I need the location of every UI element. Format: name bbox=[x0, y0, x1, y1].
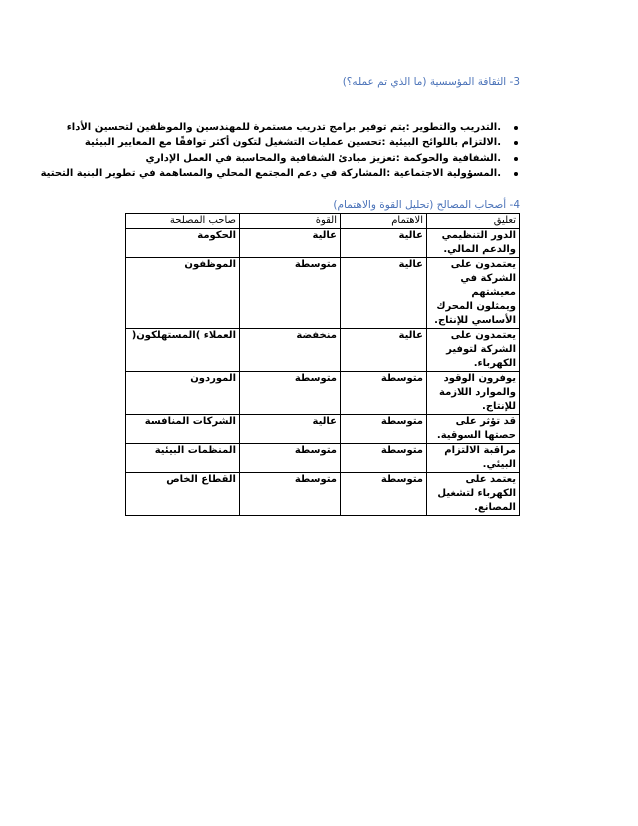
bullet-item bbox=[100, 151, 520, 166]
cell-stakeholder: العملاء )المستهلكون( bbox=[126, 329, 240, 372]
cell-interest: عالية bbox=[341, 329, 427, 372]
cell-comment: قد تؤثر على حصتها السوقية. bbox=[427, 415, 520, 444]
cell-stakeholder: الحكومة bbox=[126, 229, 240, 258]
bullet-text: .المسؤولية الاجتماعية :المشاركة في دعم المجتمع المحلي والمساهمة في تطوير البنية التحتية bbox=[40, 167, 501, 179]
bullet-text: .الالتزام باللوائح البيئية :تحسين عمليات التشغيل لتكون أكثر توافقًا مع المعايير البيئية bbox=[84, 137, 501, 149]
section-3-heading: 3- الثقافة المؤسسية (ما الذي تم عمله؟) bbox=[342, 76, 520, 88]
cell-power: متوسطة bbox=[240, 258, 341, 329]
cell-power: متوسطة bbox=[240, 444, 341, 473]
cell-interest: متوسطة bbox=[341, 372, 427, 415]
table-header-row bbox=[126, 214, 520, 229]
bullet-item bbox=[84, 135, 520, 150]
table-row bbox=[126, 372, 520, 415]
header-power: القوة bbox=[240, 214, 341, 229]
bullet-dot-icon bbox=[514, 172, 518, 176]
cell-power: منخفضة bbox=[240, 329, 341, 372]
cell-stakeholder: القطاع الخاص bbox=[126, 473, 240, 516]
bullet-dot-icon bbox=[514, 141, 518, 145]
table-row bbox=[126, 415, 520, 444]
cell-stakeholder: الموظفون bbox=[126, 258, 240, 329]
cell-power: عالية bbox=[240, 229, 341, 258]
table-row bbox=[126, 329, 520, 372]
bullet-text: .التدريب والتطوير :يتم توفير برامج تدريب مستمرة للمهندسين والموظفين لتحسين الأداء bbox=[66, 122, 501, 133]
cell-power: متوسطة bbox=[240, 372, 341, 415]
cell-interest: عالية bbox=[341, 229, 427, 258]
header-interest: الاهتمام bbox=[341, 214, 427, 229]
cell-stakeholder: الشركات المنافسة bbox=[126, 415, 240, 444]
bullet-dot-icon bbox=[514, 126, 518, 130]
cell-interest: عالية bbox=[341, 258, 427, 329]
header-comment: تعليق bbox=[427, 214, 520, 229]
cell-comment: يعتمدون على الشركة لتوفير الكهرباء. bbox=[427, 329, 520, 372]
table-row bbox=[126, 229, 520, 258]
cell-interest: متوسطة bbox=[341, 473, 427, 516]
cell-comment: الدور التنظيمي والدعم المالي. bbox=[427, 229, 520, 258]
bullet-dot-icon bbox=[514, 157, 518, 161]
bullet-item bbox=[40, 166, 520, 181]
table-row bbox=[126, 473, 520, 516]
cell-stakeholder: المنظمات البيئية bbox=[126, 444, 240, 473]
cell-stakeholder: الموردون bbox=[126, 372, 240, 415]
cell-power: متوسطة bbox=[240, 473, 341, 516]
cell-comment: يعتمدون على الشركة في معيشتهم ويمثلون المحرك الأساسي للإنتاج. bbox=[427, 258, 520, 329]
stakeholder-table bbox=[125, 213, 520, 516]
bullet-item bbox=[66, 120, 520, 135]
cell-power: عالية bbox=[240, 415, 341, 444]
cell-comment: يعتمد على الكهرباء لتشغيل المصانع. bbox=[427, 473, 520, 516]
bullet-text: .الشفافية والحوكمة :تعزيز مبادئ الشفافية والمحاسبة في العمل الإداري bbox=[145, 152, 501, 164]
cell-interest: متوسطة bbox=[341, 444, 427, 473]
cell-interest: متوسطة bbox=[341, 415, 427, 444]
cell-comment: يوفرون الوقود والموارد اللازمة للإنتاج. bbox=[427, 372, 520, 415]
table-row bbox=[126, 258, 520, 329]
cell-comment: مراقبة الالتزام البيئي. bbox=[427, 444, 520, 473]
header-stakeholder: صاحب المصلحة bbox=[126, 214, 240, 229]
table-row bbox=[126, 444, 520, 473]
culture-bullet-list bbox=[40, 120, 520, 181]
section-4-heading: 4- أصحاب المصالح (تحليل القوة والاهتمام) bbox=[333, 199, 520, 211]
